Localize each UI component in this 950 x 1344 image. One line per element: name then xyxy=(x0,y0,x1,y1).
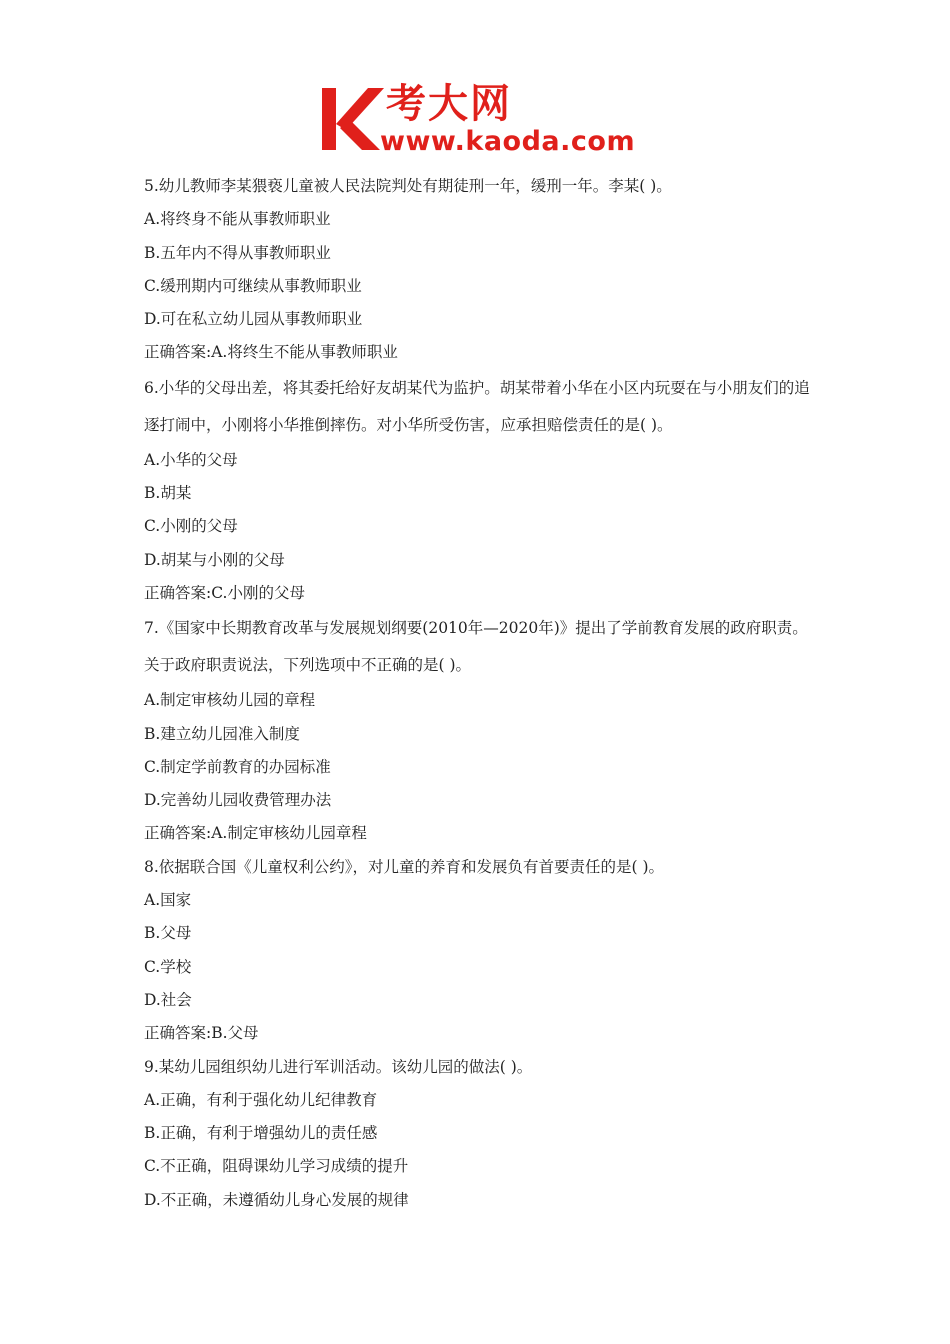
option: B.胡某 xyxy=(144,484,192,503)
option: A.制定审核幼儿园的章程 xyxy=(144,691,316,710)
brand-url: www.kaoda.com xyxy=(380,126,636,157)
option: B.建立幼儿园准入制度 xyxy=(144,724,300,743)
question-list xyxy=(144,170,824,1217)
option: C.不正确，阻碍课幼儿学习成绩的提升 xyxy=(144,1157,409,1176)
option: A.小华的父母 xyxy=(144,450,238,469)
option: A.将终身不能从事教师职业 xyxy=(144,210,331,229)
question-stem: 9.某幼儿园组织幼儿进行军训活动。该幼儿园的做法( )。 xyxy=(144,1057,533,1076)
answer: 正确答案:A.制定审核幼儿园章程 xyxy=(144,824,367,843)
k-logo-mark-icon xyxy=(318,84,388,154)
question-stem: 5.幼儿教师李某猥亵儿童被人民法院判处有期徒刑一年，缓刑一年。李某( )。 xyxy=(144,177,672,195)
question-stem: 8.依据联合国《儿童权利公约》，对儿童的养育和发展负有首要责任的是( )。 xyxy=(144,857,665,876)
answer: 正确答案:B.父母 xyxy=(144,1024,259,1043)
option: A.国家 xyxy=(144,891,192,910)
option: A.正确，有利于强化幼儿纪律教育 xyxy=(144,1090,378,1109)
option: D.完善幼儿园收费管理办法 xyxy=(144,791,332,810)
brand-name: 考大网 xyxy=(386,81,512,127)
option: B.五年内不得从事教师职业 xyxy=(144,243,331,262)
answer: 正确答案:C.小刚的父母 xyxy=(144,583,305,602)
option: C.学校 xyxy=(144,957,192,976)
option: C.小刚的父母 xyxy=(144,517,238,536)
option: D.不正确，未遵循幼儿身心发展的规律 xyxy=(144,1190,409,1209)
option: D.社会 xyxy=(144,990,192,1009)
option: D.胡某与小刚的父母 xyxy=(144,550,285,569)
answer: 正确答案:A.将终生不能从事教师职业 xyxy=(144,343,398,362)
option: C.制定学前教育的办园标准 xyxy=(144,757,331,776)
question-stem: 6.小华的父母出差，将其委托给好友胡某代为监护。胡某带着小华在小区内玩耍在与小朋友们的追逐打闹中，小刚将小华推倒摔伤。对小华所受伤害，应承担赔偿责任的是( )。 xyxy=(144,378,810,434)
option: B.父母 xyxy=(144,924,192,943)
option: D.可在私立幼儿园从事教师职业 xyxy=(144,310,363,329)
question-stem: 7.《国家中长期教育改革与发展规划纲要(2010年—2020年)》提出了学前教育发展的政府职责。关于政府职责说法，下列选项中不正确的是( )。 xyxy=(144,619,808,675)
option: B.正确，有利于增强幼儿的责任感 xyxy=(144,1124,378,1143)
kaoda-logo xyxy=(318,80,648,158)
option: C.缓刑期内可继续从事教师职业 xyxy=(144,276,362,295)
